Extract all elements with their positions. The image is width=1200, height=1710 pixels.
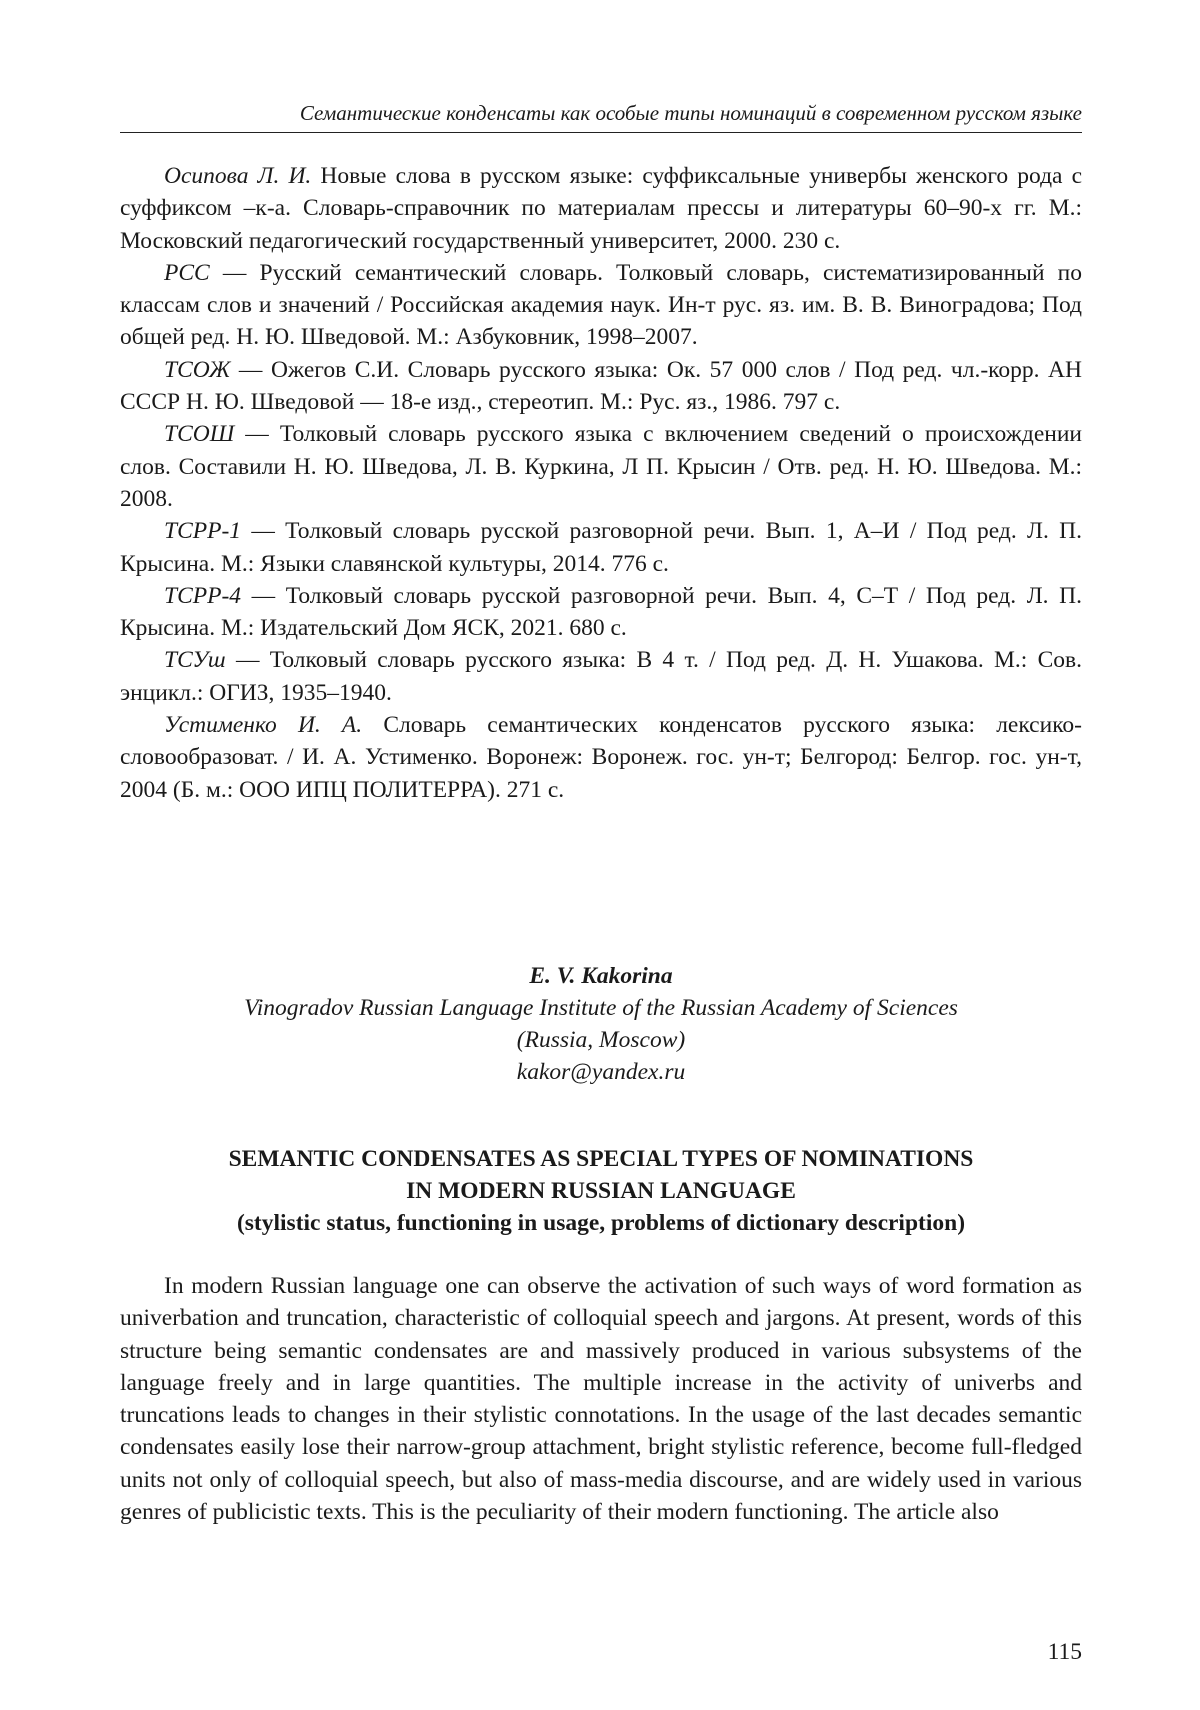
reference-text: — Ожегов С.И. Словарь русского языка: Ок. 57 000 слов / Под ред. чл.-корр. АН СССР Н. Ю. Шведовой — 18-е изд., стереотип. М.: Рус. яз., 1986. 797 с. (120, 356, 1082, 416)
reference-text: — Толковый словарь русской разговорной речи. Вып. 4, С–Т / Под ред. Л. П. Крысина. М.: Издательский Дом ЯСК, 2021. 680 с. (120, 582, 1082, 642)
page-number: 115 (1047, 1639, 1082, 1665)
author-institution: Vinogradov Russian Language Institute of the Russian Academy of Sciences (244, 995, 958, 1021)
reference-lead: Устименко И. А. (164, 712, 363, 739)
reference-lead: Осипова Л. И. (164, 163, 312, 189)
article-subtitle: (stylistic status, functioning in usage, problems of dictionary description) (236, 1210, 966, 1236)
reference-item (120, 354, 1082, 419)
article-title-line-2: IN MODERN RUSSIAN LANGUAGE (406, 1178, 796, 1204)
reference-lead: ТСУш (164, 647, 226, 674)
reference-text: — Толковый словарь русского языка с включением сведений о происхождении слов. Составили Н. Ю. Шведова, Л. В. Куркина, Л П. Крысин / Отв. ред. Н. Ю. Шведова. М.: 2008. (120, 421, 1082, 512)
reference-lead: ТСОШ (164, 421, 235, 448)
article-title-line-1: SEMANTIC CONDENSATES AS SPECIAL TYPES OF NOMINATIONS (228, 1146, 974, 1172)
reference-list (120, 160, 1082, 806)
author-email: kakor@yandex.ru (516, 1059, 686, 1085)
running-header: Семантические конденсаты как особые типы номинаций в современном русском языке (120, 100, 1082, 133)
reference-text: Новые слова в русском языке: суффиксальные универбы женского рода с суффиксом –к-а. Словарь-справочник по материалам прессы и литературы 60–90-х гг. М.: Московский педагогический государственный университет, 2000. 230 с. (120, 163, 1082, 254)
reference-lead: ТСОЖ (164, 356, 231, 383)
reference-item (120, 644, 1082, 709)
reference-item (120, 515, 1082, 580)
reference-lead: ТСРР-4 (164, 582, 242, 609)
page (120, 0, 1082, 1710)
reference-text: — Толковый словарь русской разговорной речи. Вып. 1, А–И / Под ред. Л. П. Крысина. М.: Языки славянской культуры, 2014. 776 с. (120, 518, 1082, 577)
reference-item (120, 160, 1082, 257)
reference-text: — Русский семантический словарь. Толковый словарь, систематизированный по классам слов и значений / Российская академия наук. Ин-т рус. яз. им. В. В. Виноградова; Под общей ред. Н. Ю. Шведовой. М.: Азбуковник, 1998–2007. (120, 259, 1082, 351)
reference-item (120, 257, 1082, 354)
reference-text: — Толковый словарь русского языка: В 4 т. / Под ред. Д. Н. Ушакова. М.: Сов. энцикл.: ОГИЗ, 1935–1940. (120, 647, 1082, 706)
author-block (120, 960, 1082, 1088)
abstract-text: In modern Russian language one can observe the activation of such ways of word formation as univerbation and truncation, characteristic of colloquial speech and jargons. At present, words of this structure being semantic condensates are and massively produced in various subsystems of the language freely and in large quantities. The multiple increase in the activity of univerbs and truncations leads to changes in their stylistic connotations. In the usage of the last decades semantic condensates easily lose their narrow-group attachment, bright stylistic reference, become full-fledged units not only of colloquial speech, but also of mass-media discourse, and are widely used in various genres of publicistic texts. This is the peculiarity of their modern functioning. The article also (120, 1273, 1082, 1526)
reference-item (120, 580, 1082, 645)
reference-item (120, 418, 1082, 515)
reference-lead: ТСРР-1 (164, 518, 242, 545)
author-location: (Russia, Moscow) (516, 1027, 686, 1053)
reference-item (120, 709, 1082, 806)
article-title-block (120, 1143, 1082, 1239)
author-name: E. V. Kakorina (529, 963, 673, 989)
reference-text: Словарь семантических конденсатов русского языка: лексико-словообразоват. / И. А. Устименко. Воронеж: Воронеж. гос. ун-т; Белгород: Белгор. гос. ун-т, 2004 (Б. м.: ООО ИПЦ ПОЛИТЕРРА). 271 с. (120, 712, 1082, 803)
reference-lead: РСС (164, 259, 210, 286)
